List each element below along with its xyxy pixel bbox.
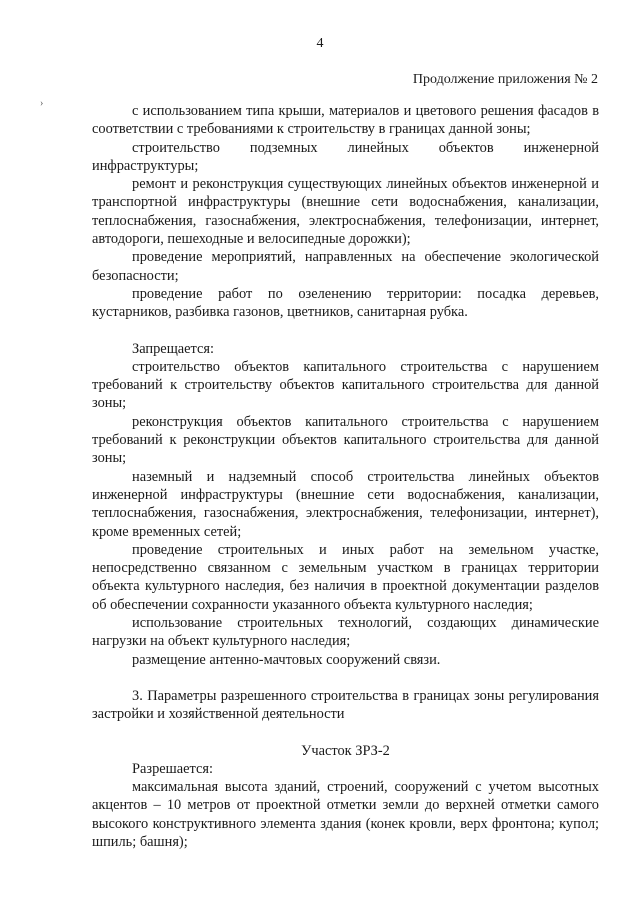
paragraph: проведение мероприятий, направленных на обеспечение экологической безопасности; (92, 249, 599, 284)
spacer (92, 724, 599, 742)
paragraph: реконструкция объектов капитального строительства с нарушением требований к реконструкции объектов капитального строительства для данной зоны; (92, 413, 599, 467)
paragraph: ремонт и реконструкция существующих линейных объектов инженерной и транспортной инфраструктуры (внешние сети водоснабжения, канализации, теплоснабжения, газоснабжения, электроснабжения, телефонизации, интернет, автодороги, пешеходные и велосипедные дорожки); (92, 176, 599, 248)
spacer (92, 669, 599, 687)
section-heading: 3. Параметры разрешенного строительства в границах зоны регулирования застройки и хозяйственной деятельности (92, 687, 599, 723)
paragraph: проведение строительных и иных работ на земельном участке, непосредственно связанном с земельным участком в границах территории объекта культурного наследия, без наличия в проектной документации разделов об обеспечении сохранности указанного объекта культурного наследия; (92, 541, 599, 613)
paragraph: строительство объектов капитального строительства с нарушением требований к строительству объектов капитального строительства для данной зоны; (92, 358, 599, 412)
page-number: 4 (316, 36, 324, 51)
paragraph: строительство подземных линейных объектов инженерной инфраструктуры; (92, 139, 599, 174)
plot-title: Участок ЗРЗ-2 (301, 742, 390, 759)
appendix-continuation-note: Продолжение приложения № 2 (412, 72, 598, 87)
paragraph: проведение работ по озеленению территории: посадка деревьев, кустарников, разбивка газонов, цветников, санитарная рубка. (92, 285, 599, 321)
paragraph: размещение антенно-мачтовых сооружений связи. (132, 651, 441, 668)
margin-mark: › (40, 98, 44, 109)
forbidden-heading: Запрещается: (132, 340, 215, 357)
paragraph: использование строительных технологий, создающих динамические нагрузки на объект культурного наследия; (92, 615, 599, 650)
paragraph: наземный и надземный способ строительства линейных объектов инженерной инфраструктуры (внешние сети водоснабжения, канализации, теплоснабжения, газоснабжения, электроснабжения, телефонизации, интернет), кроме временных сетей; (92, 468, 599, 540)
paragraph: максимальная высота зданий, строений, сооружений с учетом высотных акцентов – 10 метров от проектной отметки земли до верхней отметки самого высокого конструктивного элемента здания (конек кровли, верх фронтона; купол; шпиль; башня); (92, 779, 599, 850)
allowed-heading: Разрешается: (132, 760, 213, 777)
paragraph: с использованием типа крыши, материалов и цветового решения фасадов в соответствии с требованиями к строительству в границах данной зоны; (92, 103, 599, 138)
spacer (92, 322, 599, 340)
document-body (92, 102, 599, 851)
